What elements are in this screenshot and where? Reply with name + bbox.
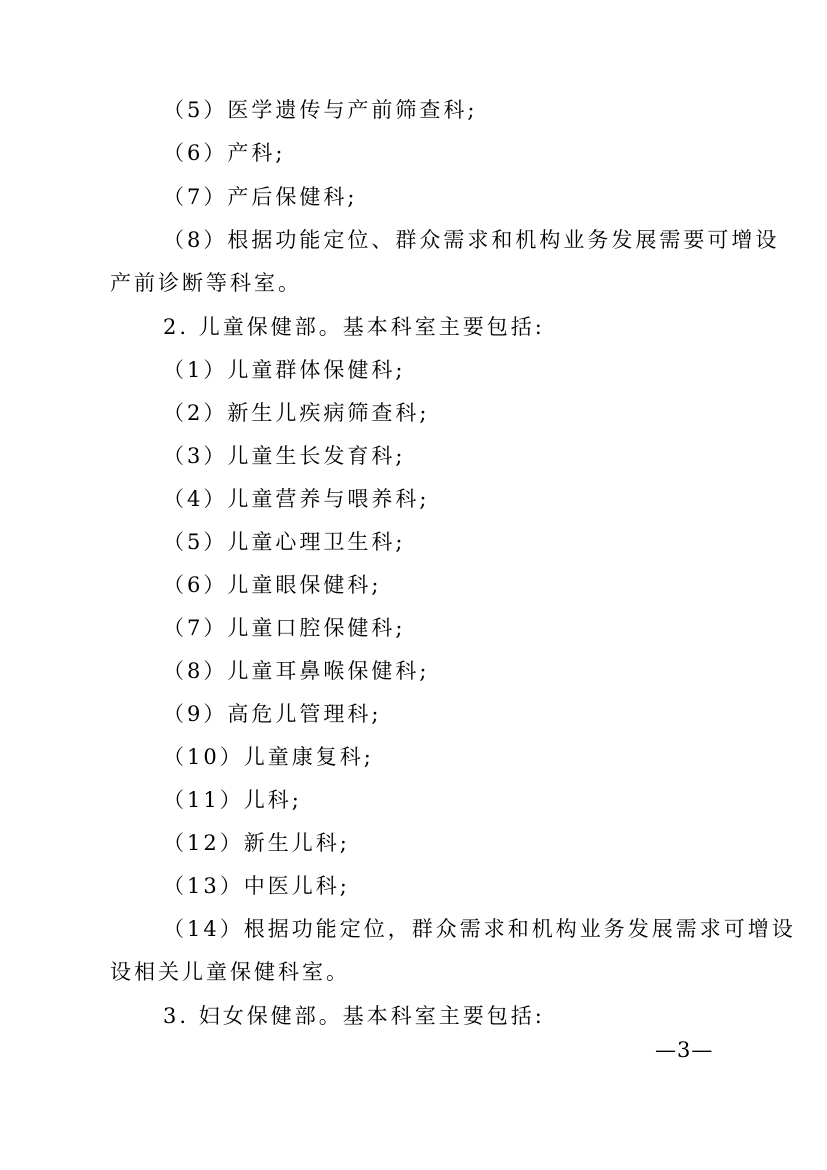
section-heading: 3. 妇女保健部。基本科室主要包括: [163, 1004, 545, 1028]
list-item: （11）儿科; [163, 788, 302, 812]
section-heading: 2. 儿童保健部。基本科室主要包括: [163, 315, 545, 339]
list-item: （7）儿童口腔保健科; [163, 616, 406, 640]
list-item: （1）儿童群体保健科; [163, 358, 406, 382]
list-item: （9）高危儿管理科; [163, 702, 382, 726]
list-item: （14）根据功能定位，群众需求和机构业务发展需求可增设 [163, 917, 796, 941]
list-item: （6）儿童眼保健科; [163, 573, 382, 597]
list-item: （6）产科; [163, 141, 286, 165]
list-item: （3）儿童生长发育科; [163, 444, 406, 468]
list-item-continuation: 产前诊断等科室。 [110, 271, 302, 295]
list-item: （13）中医儿科; [163, 874, 350, 898]
list-item: （8）儿童耳鼻喉保健科; [163, 659, 430, 683]
list-item: （7）产后保健科; [163, 185, 358, 209]
list-item: （5）医学遗传与产前筛查科; [163, 98, 478, 122]
list-item: （12）新生儿科; [163, 831, 350, 855]
page-number: —3— [655, 1038, 714, 1062]
list-item: （5）儿童心理卫生科; [163, 530, 406, 554]
list-item: （10）儿童康复科; [163, 745, 374, 769]
list-item: （4）儿童营养与喂养科; [163, 487, 430, 511]
list-item: （8）根据功能定位、群众需求和机构业务发展需要可增设 [163, 228, 780, 252]
list-item: （2）新生儿疾病筛查科; [163, 401, 430, 425]
list-item-continuation: 设相关儿童保健科室。 [110, 960, 350, 984]
